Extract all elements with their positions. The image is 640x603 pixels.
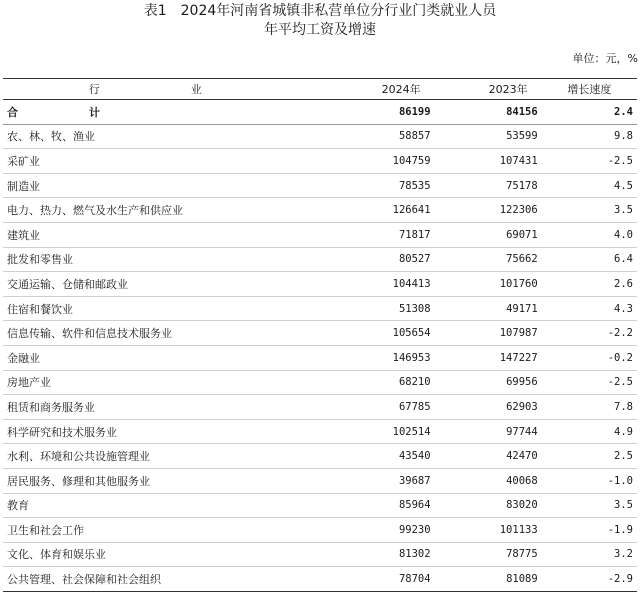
- value-2023-cell: 107987: [435, 321, 542, 346]
- value-2023-cell: 101133: [435, 518, 542, 543]
- total-2024: 86199: [327, 100, 434, 125]
- growth-cell: -0.2: [542, 345, 637, 370]
- table-row: [3, 370, 637, 395]
- header-2023: 2023年: [435, 79, 542, 100]
- value-2024-cell: 81302: [327, 542, 434, 567]
- header-growth: 增长速度: [542, 79, 637, 100]
- growth-cell: 9.8: [542, 124, 637, 149]
- table-row: [3, 493, 637, 518]
- title-line-2: 年平均工资及增速: [264, 22, 376, 38]
- value-2024-cell: 80527: [327, 247, 434, 272]
- value-2024-cell: 85964: [327, 493, 434, 518]
- wage-table: [3, 78, 637, 592]
- value-2024-cell: 43540: [327, 444, 434, 469]
- value-2023-cell: 40068: [435, 468, 542, 493]
- total-label: 合 计: [3, 100, 327, 125]
- table-row: [3, 542, 637, 567]
- value-2024-cell: 104759: [327, 149, 434, 174]
- value-2024-cell: 78535: [327, 173, 434, 198]
- total-2023: 84156: [435, 100, 542, 125]
- growth-cell: 4.9: [542, 419, 637, 444]
- table-row: [3, 518, 637, 543]
- header-row: [3, 79, 637, 100]
- value-2024-cell: 104413: [327, 272, 434, 297]
- industry-cell: 电力、热力、燃气及水生产和供应业: [3, 198, 327, 223]
- table-row: [3, 124, 637, 149]
- table-row: [3, 222, 637, 247]
- industry-cell: 建筑业: [3, 222, 327, 247]
- value-2024-cell: 58857: [327, 124, 434, 149]
- value-2023-cell: 75662: [435, 247, 542, 272]
- industry-cell: 住宿和餐饮业: [3, 296, 327, 321]
- growth-cell: -1.9: [542, 518, 637, 543]
- value-2024-cell: 67785: [327, 395, 434, 420]
- value-2023-cell: 83020: [435, 493, 542, 518]
- table-row: [3, 468, 637, 493]
- growth-cell: 7.8: [542, 395, 637, 420]
- value-2024-cell: 51308: [327, 296, 434, 321]
- value-2024-cell: 68210: [327, 370, 434, 395]
- industry-cell: 采矿业: [3, 149, 327, 174]
- table-row: [3, 567, 637, 592]
- value-2024-cell: 99230: [327, 518, 434, 543]
- value-2024-cell: 71817: [327, 222, 434, 247]
- value-2023-cell: 75178: [435, 173, 542, 198]
- industry-cell: 居民服务、修理和其他服务业: [3, 468, 327, 493]
- growth-cell: 4.5: [542, 173, 637, 198]
- industry-cell: 教育: [3, 493, 327, 518]
- value-2023-cell: 42470: [435, 444, 542, 469]
- value-2023-cell: 62903: [435, 395, 542, 420]
- value-2023-cell: 81089: [435, 567, 542, 592]
- growth-cell: -1.0: [542, 468, 637, 493]
- growth-cell: -2.2: [542, 321, 637, 346]
- value-2023-cell: 122306: [435, 198, 542, 223]
- value-2023-cell: 107431: [435, 149, 542, 174]
- value-2024-cell: 39687: [327, 468, 434, 493]
- table-row: [3, 173, 637, 198]
- table-row: [3, 444, 637, 469]
- growth-cell: 2.6: [542, 272, 637, 297]
- growth-cell: -2.5: [542, 370, 637, 395]
- header-industry: 行 业: [3, 79, 327, 100]
- industry-cell: 科学研究和技术服务业: [3, 419, 327, 444]
- header-2024: 2024年: [327, 79, 434, 100]
- table-row: [3, 395, 637, 420]
- industry-cell: 制造业: [3, 173, 327, 198]
- industry-cell: 交通运输、仓储和邮政业: [3, 272, 327, 297]
- total-row: [3, 100, 637, 125]
- value-2024-cell: 102514: [327, 419, 434, 444]
- value-2023-cell: 53599: [435, 124, 542, 149]
- value-2023-cell: 101760: [435, 272, 542, 297]
- title-line-1: 表1 2024年河南省城镇非私营单位分行业门类就业人员: [143, 3, 497, 19]
- industry-cell: 文化、体育和娱乐业: [3, 542, 327, 567]
- total-growth: 2.4: [542, 100, 637, 125]
- table-row: [3, 345, 637, 370]
- table-row: [3, 198, 637, 223]
- value-2023-cell: 69956: [435, 370, 542, 395]
- industry-cell: 水利、环境和公共设施管理业: [3, 444, 327, 469]
- unit-label: 单位：元，%: [572, 52, 638, 65]
- value-2024-cell: 78704: [327, 567, 434, 592]
- growth-cell: 4.3: [542, 296, 637, 321]
- table-row: [3, 247, 637, 272]
- growth-cell: -2.5: [542, 149, 637, 174]
- table-row: [3, 296, 637, 321]
- growth-cell: 2.5: [542, 444, 637, 469]
- industry-cell: 房地产业: [3, 370, 327, 395]
- table-row: [3, 321, 637, 346]
- industry-cell: 批发和零售业: [3, 247, 327, 272]
- value-2024-cell: 105654: [327, 321, 434, 346]
- industry-cell: 金融业: [3, 345, 327, 370]
- value-2023-cell: 147227: [435, 345, 542, 370]
- table-row: [3, 419, 637, 444]
- industry-cell: 租赁和商务服务业: [3, 395, 327, 420]
- value-2024-cell: 126641: [327, 198, 434, 223]
- growth-cell: 3.2: [542, 542, 637, 567]
- growth-cell: 4.0: [542, 222, 637, 247]
- growth-cell: 6.4: [542, 247, 637, 272]
- industry-cell: 公共管理、社会保障和社会组织: [3, 567, 327, 592]
- value-2023-cell: 69071: [435, 222, 542, 247]
- value-2024-cell: 146953: [327, 345, 434, 370]
- industry-cell: 卫生和社会工作: [3, 518, 327, 543]
- value-2023-cell: 97744: [435, 419, 542, 444]
- growth-cell: 3.5: [542, 493, 637, 518]
- industry-cell: 信息传输、软件和信息技术服务业: [3, 321, 327, 346]
- growth-cell: -2.9: [542, 567, 637, 592]
- value-2023-cell: 49171: [435, 296, 542, 321]
- table-row: [3, 272, 637, 297]
- industry-cell: 农、林、牧、渔业: [3, 124, 327, 149]
- value-2023-cell: 78775: [435, 542, 542, 567]
- table-row: [3, 149, 637, 174]
- growth-cell: 3.5: [542, 198, 637, 223]
